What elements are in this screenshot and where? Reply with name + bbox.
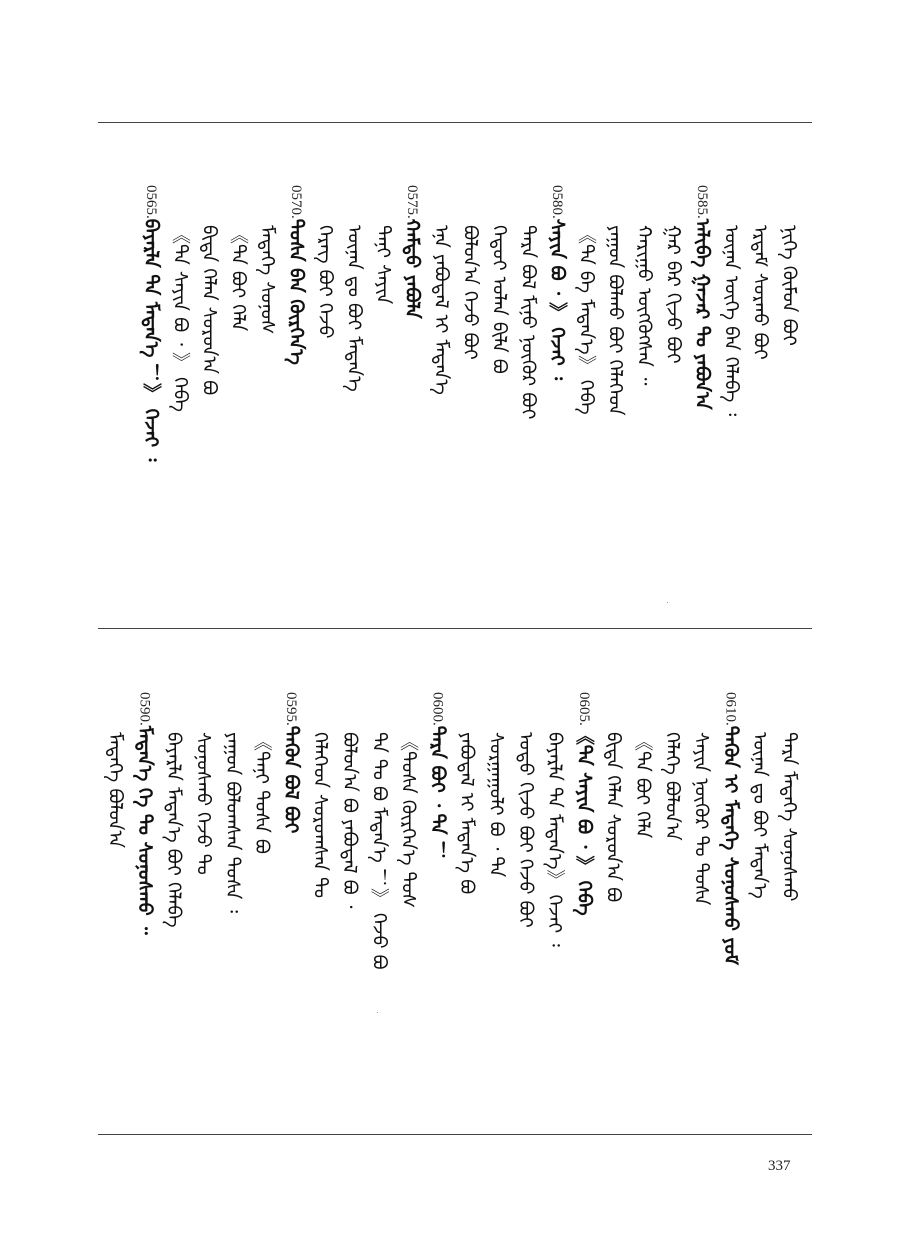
verse-line (632, 732, 654, 838)
verse-text: ᠲᠡᠷᠡ ᠪᠤᠯ ᠮᠢᠨᠦ ᠨᠥᠬᠦᠷ ᠪᠤᠢ (517, 225, 539, 420)
verse-text: ᠮᠡᠳᠡᠭᠡ ᠪᠣᠯᠤᠨ᠎ᠠ (104, 732, 127, 849)
verse-text: ᠡᠨᠡ ᠶᠠᠪᠤᠳᠠᠯ ᠢ ᠮᠡᠳᠡᠨ᠎ᠡ (430, 225, 452, 395)
verse-line (514, 732, 536, 928)
verse-line (221, 732, 243, 913)
verse-line (546, 185, 568, 380)
verse-text: ᠬᠡᠳᠦᠢ ᠣᠯᠠᠨ ᠪᠢᠯᠡ ᠪᠤ (488, 225, 510, 374)
verse-line (749, 732, 771, 899)
verse-text: ᠪᠢᠳᠡ ᠬᠡᠯᠡᠨ ᠰᠤᠷᠤᠨ᠎ᠠ ᠪᠤ (602, 732, 625, 903)
verse-line (426, 692, 448, 860)
verse-line (691, 185, 713, 410)
verse-text: ᠬᠠᠮᠲᠤ ᠶᠠᠪᠤᠯᠠ (401, 218, 423, 319)
line-number: 0580. (549, 185, 565, 219)
verse-text: ᠡᠷᠳᠡᠮ ᠰᠤᠷᠬᠤ ᠪᠤᠢ (749, 225, 771, 360)
top-rule (98, 122, 812, 123)
verse-text: ᠰᠤᠷᠭᠠᠭᠤᠯᠢ ᠪᠤ ᠂ ᠲᠠ (485, 732, 507, 878)
verse-text: 《ᠲᠤᠰᠠ ᠬᠦᠷᠭᠡᠨ᠎ᠡ ᠲᠤᠰ (397, 732, 420, 909)
verse-line (309, 732, 331, 898)
verse-line (778, 225, 800, 346)
verse-line (251, 732, 273, 854)
verse-line (227, 225, 249, 331)
verse-text: ᠮᠡᠳᠡᠨ᠎ᠡ ᠭᠡ ᠲᠤ ᠰᠣᠨᠣᠰᠬᠤ ᠃ (133, 725, 156, 935)
middle-rule (98, 628, 812, 629)
verse-text: ᠪᠣᠯᠤᠨ᠎ᠠ ᠭᠡᠵᠦ ᠪᠤᠢ (459, 225, 481, 360)
verse-line (133, 692, 155, 935)
verse-line (690, 732, 712, 905)
verse-line (372, 225, 394, 304)
verse-line (314, 225, 336, 339)
verse-line (397, 732, 419, 908)
verse-text: ᠪᠠᠶᠠᠷᠯᠠ ᠲᠠ ᠮᠡᠳᠡᠨ᠎ᠡ》 ᠭᠡᠵᠡᠢ ᠄ (543, 732, 566, 947)
verse-text: ᠲᠠ ᠲᠤ ᠪᠤ ᠮᠡᠳᠡᠨ᠎ᠡ ！》 ᠭᠡᠵᠦ ᠪᠤ (367, 732, 390, 970)
bottom-rule (98, 1134, 812, 1135)
verse-text: ᠬᠡᠯᠡᠭᠡ ᠪᠣᠯᠤᠨ᠎ᠠ (660, 732, 683, 841)
line-number: 0600. (429, 692, 446, 726)
line-number: 0575. (404, 185, 420, 219)
verse-line (198, 225, 220, 395)
page-number: 337 (768, 1158, 791, 1174)
verse-text: ᠰᠠᠶᠢᠨ ᠨᠥᠬᠦᠷ ᠲᠤ ᠲᠤᠰᠠ (690, 732, 713, 906)
verse-text: ᠪᠠᠶᠠᠷᠯᠠ ᠲᠠ ᠮᠡᠳᠡᠨ᠎ᠡ ！》 ᠭᠡᠵᠡᠢ ᠄ (140, 218, 162, 462)
verse-text: ᠭᠠᠷ ᠪᠡᠷ ᠬᠢᠵᠦ ᠪᠤᠢ (662, 225, 684, 364)
verse-text: ᠠᠯᠢᠪᠠ ᠭᠠᠵᠠᠷ ᠲᠤ ᠶᠠᠪᠤᠨ᠎ᠠ (691, 218, 713, 410)
verse-text: ᠦᠨᠡᠨ ᠳᠤ ᠪᠤᠢ ᠮᠡᠳᠡᠨ᠎ᠡ (343, 225, 365, 392)
verse-text: ᠪᠣᠯᠤᠨ᠎ᠠ ᠪᠤ ᠶᠠᠪᠤᠳᠠᠯ ᠪᠤ ᠂ (338, 732, 361, 909)
verse-text: ᠪᠢᠳᠡ ᠬᠡᠯᠡᠨ ᠰᠤᠷᠤᠨ᠎ᠠ ᠪᠤ (198, 225, 220, 396)
verse-text: ᠶᠠᠭᠤᠨ ᠪᠤᠯᠬᠤ ᠪᠤᠢ ᠬᠡᠯᠡᠭᠡᠳ (604, 225, 626, 416)
verse-text: ᠲᠡᠭᠦᠨ ᠢ ᠮᠡᠳᠡᠭᠡ ᠰᠣᠨᠣᠰᠬᠤ ᠶᠤᠮ (719, 725, 742, 966)
print-speck (377, 1012, 378, 1013)
verse-line (256, 225, 278, 334)
verse-text: ᠬᠡᠯᠡᠭᠡᠳ ᠰᠤᠷᠤᠭᠰᠠᠨ ᠲᠤ (309, 732, 332, 899)
line-number: 0565. (143, 185, 159, 219)
verse-line (343, 225, 365, 392)
verse-text: ᠲᠠᠨᠢ ᠰᠠᠶᠢᠨ (372, 225, 394, 305)
verse-line (661, 732, 683, 841)
verse-text: 《ᠲᠠ ᠪᠡ ᠮᠡᠳᠡᠨ᠎ᠡ》 ᠭᠡᠪᠡ (575, 225, 597, 415)
verse-text: ᠰᠣᠨᠣᠰᠬᠤ ᠭᠡᠵᠦ ᠲᠤ (192, 732, 214, 875)
verse-line (285, 185, 307, 365)
verse-line (140, 185, 162, 461)
verse-text: ᠦᠨᠡᠨ ᠳᠤ ᠪᠤᠢ ᠮᠡᠳᠡᠨ᠎ᠡ (748, 732, 771, 899)
verse-line (604, 225, 626, 416)
verse-line (633, 225, 655, 385)
verse-line (720, 225, 742, 416)
line-number: 0590. (136, 692, 153, 726)
verse-text: 《ᠲᠠ ᠪᠤᠢ ᠬᠡᠯᠡ (227, 225, 249, 332)
line-number: 0595. (282, 692, 299, 726)
verse-line (485, 732, 507, 877)
verse-text: ᠶᠠᠭᠤᠨ ᠪᠣᠯᠤᠭᠰᠠᠨ ᠲᠤᠰᠠ ᠄ (221, 732, 244, 914)
verse-line (163, 732, 185, 928)
verse-text: ᠰᠠᠶᠢᠨ ᠪᠤ ᠂ 》 ᠭᠡᠵᠡᠢ ᠄ (546, 218, 568, 381)
verse-line (517, 225, 539, 419)
line-number: 0570. (288, 185, 304, 219)
verse-text: ᠲᠤᠰᠠ ᠪᠠᠨ ᠬᠦᠷᠭᠡᠨ᠎ᠡ (285, 218, 307, 365)
verse-line (719, 692, 741, 965)
verse-text: ᠲᠡᠷᠡ ᠮᠡᠳᠡᠭᠡ ᠰᠣᠨᠣᠰᠬᠤ (778, 732, 800, 902)
verse-line (456, 732, 478, 894)
verse-text: ᠬᠠᠷᠢᠭᠤ ᠥᠭᠭᠦᠭᠰᠡᠨ ᠃ (633, 225, 655, 386)
verse-text: ᠲᠡᠭᠦᠨ ᠪᠤᠯ ᠪᠤᠢ (279, 725, 302, 834)
verse-line (339, 732, 361, 908)
verse-line (544, 732, 566, 947)
verse-text: ᠬᠡᠷᠡᠭ ᠪᠤᠢ ᠭᠡᠵᠦ (314, 225, 336, 339)
verse-line (749, 225, 771, 360)
line-number: 0605. (575, 692, 592, 726)
print-speck (667, 602, 668, 603)
verse-text: ᠪᠠᠶᠠᠷᠯᠠ ᠮᠡᠳᠡᠨ᠎ᠡ ᠪᠤᠢ ᠬᠡᠯᠡᠪᠡ (162, 732, 185, 928)
verse-text: 《ᠲᠠ ᠪᠤᠢ ᠬᠡᠯᠡ (631, 732, 654, 839)
verse-text: 《ᠲᠠᠨᠢ ᠲᠤᠰᠠ ᠪᠤ (250, 732, 273, 855)
verse-line (602, 732, 624, 902)
verse-line (575, 225, 597, 415)
verse-text: ᠮᠡᠳᠡᠭᠡ ᠰᠣᠨᠣᠰ (256, 225, 278, 335)
verse-text: 《ᠲᠠ ᠰᠠᠶᠢᠨ ᠪᠤ ᠂ 》 ᠭᠡᠪᠡ (169, 225, 191, 412)
verse-text: ᠣᠳᠣ ᠬᠢᠵᠦ ᠪᠤᠢ ᠭᠡᠵᠦ ᠪᠤᠢ (514, 732, 537, 928)
verse-line (778, 732, 800, 901)
verse-text: ᠶᠠᠪᠤᠳᠠᠯ ᠢ ᠮᠡᠳᠡᠨ᠎ᠡ ᠪᠤ (455, 732, 478, 895)
verse-text: ᠦᠨᠡᠨ ᠦᠭᠡ ᠪᠡᠨ ᠬᠡᠯᠡᠪᠡ ᠄ (720, 225, 742, 417)
verse-text: 《ᠲᠠ ᠰᠠᠶᠢᠨ ᠪᠤ ᠂ 》 ᠭᠡᠪᠡ (572, 725, 595, 916)
verse-line (368, 732, 390, 970)
verse-line (104, 732, 126, 848)
verse-line (488, 225, 510, 374)
verse-line (280, 692, 302, 833)
verse-line (192, 732, 214, 875)
verse-line (430, 225, 452, 395)
line-number: 0585. (694, 185, 710, 219)
verse-line (401, 185, 423, 319)
verse-text: ᠲᠡᠷᠡ ᠪᠤᠢ ᠂ ᠲᠠ ！ (426, 725, 449, 861)
verse-text: ᠨᠢᠭᠡ ᠬᠦᠮᠦᠨ ᠪᠤᠢ (778, 225, 800, 346)
verse-line (459, 225, 481, 360)
verse-line (573, 692, 595, 916)
verse-line (169, 225, 191, 412)
line-number: 0610. (722, 692, 739, 726)
verse-line (662, 225, 684, 364)
